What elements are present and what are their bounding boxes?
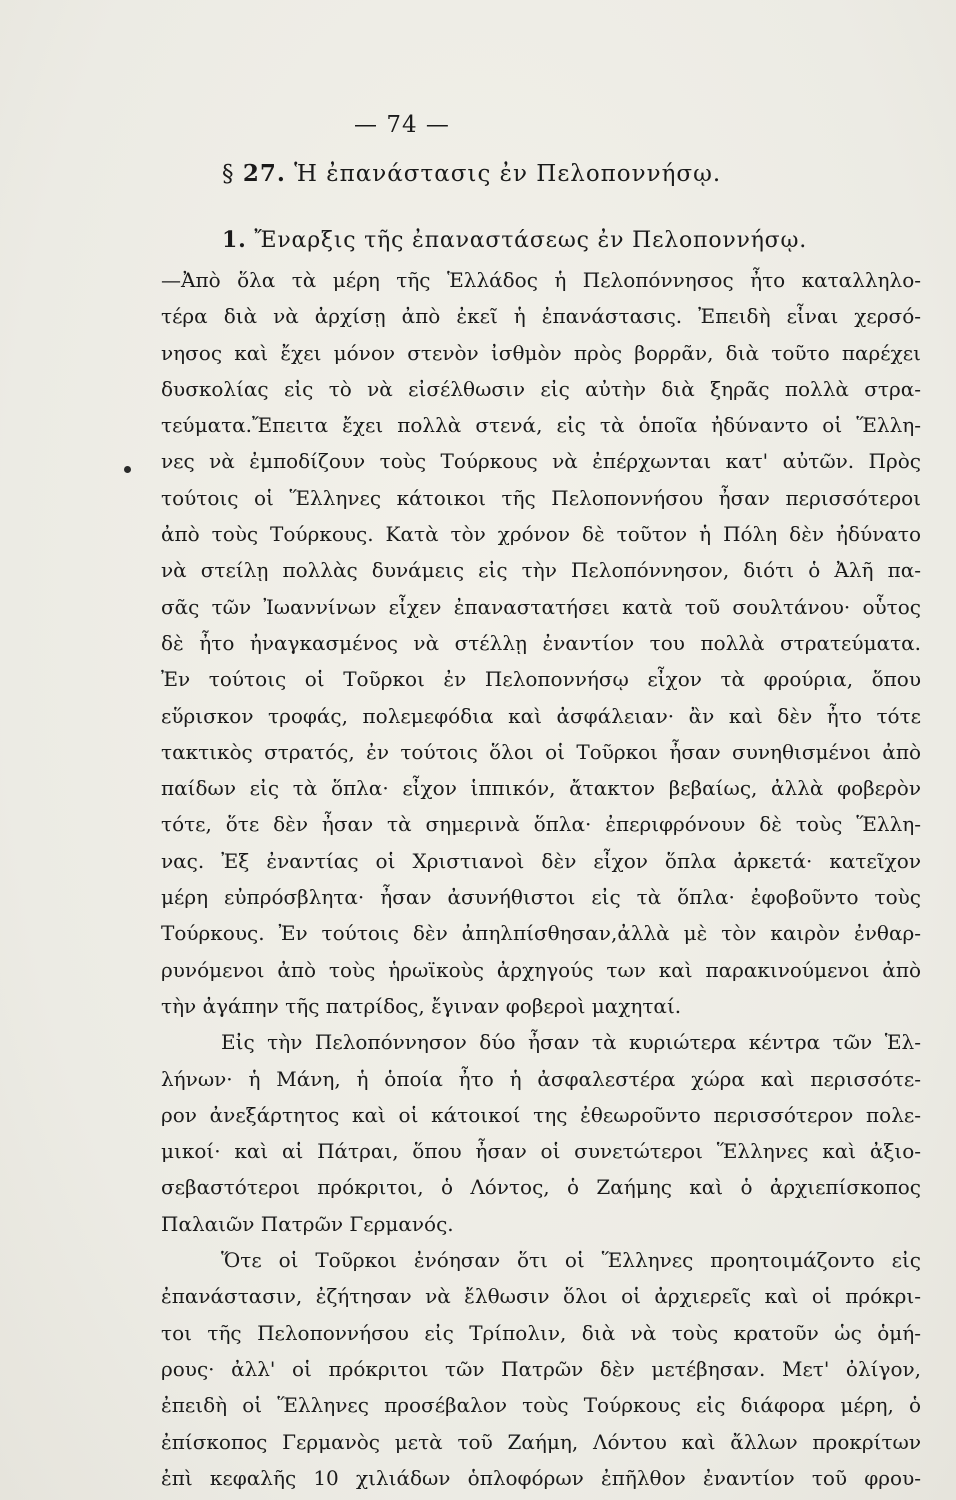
text-line: τὴν ἀγάπην τῆς πατρίδος, ἔγιναν φοβεροὶ μαχηταί. [161,993,682,1018]
text-line: δυσκολίας εἰς τὸ νὰ εἰσέλθωσιν εἰς αὐτὴν διὰ ξηρᾶς πολλὰ στρα- [161,376,921,401]
text-line: σεβαστότεροι πρόκριτοι, ὁ Λόντος, ὁ Ζαήμης καὶ ὁ ἀρχιεπίσκοπος [161,1175,921,1200]
text-line: εὕρισκον τροφάς, πολεμεφόδια καὶ ἀσφάλειαν· ἂν καὶ δὲν ἦτο τότε [161,703,921,728]
text-line: τεύματα.Ἔπειτα ἔχει πολλὰ στενά, εἰς τὰ ὁποῖα ἠδύναντο οἱ Ἕλλη- [161,413,921,438]
text-line: Ὅτε οἱ Τοῦρκοι ἐνόησαν ὅτι οἱ Ἕλληνες προητοιμάζοντο εἰς [221,1248,921,1273]
text-line: ἀπὸ τοὺς Τούρκους. Κατὰ τὸν χρόνον δὲ τοῦτον ἡ Πόλη δὲν ἠδύνατο [161,522,921,547]
text-line: νησος καὶ ἔχει μόνον στενὸν ἰσθμὸν πρὸς βορρᾶν, διὰ τοῦτο παρέχει [161,340,921,365]
text-line: ἐπανάστασιν, ἐζήτησαν νὰ ἔλθωσιν ὅλοι οἱ ἀρχιερεῖς καὶ οἱ πρόκρι- [161,1284,921,1309]
text-line: μικοί· καὶ αἱ Πάτραι, ὅπου ἦσαν οἱ συνετώτεροι Ἕλληνες καὶ ἀξιο- [161,1139,921,1164]
text-line: ρον ἀνεξάρτητος καὶ οἱ κάτοικοί της ἐθεωροῦντο περισσότερον πολε- [161,1102,921,1127]
margin-dot-mark [124,466,131,473]
text-line: ρυνόμενοι ἀπὸ τοὺς ἡρωϊκοὺς ἀρχηγούς των καὶ παρακινούμενοι ἀπὸ [161,957,921,982]
text-line: μέρη εὐπρόσβλητα· ἦσαν ἀσυνήθιστοι εἰς τὰ ὅπλα· ἐφοβοῦντο τοὺς [161,885,921,910]
text-line: ρους· ἀλλ' οἱ πρόκριτοι τῶν Πατρῶν δὲν μετέβησαν. Μετ' ὀλίγον, [161,1356,921,1381]
text-line: δὲ ἦτο ἠναγκασμένος νὰ στέλλῃ ἐναντίον του πολλὰ στρατεύματα. [161,630,921,655]
text-line: τοι τῆς Πελοποννήσου εἰς Τρίπολιν, διὰ νὰ τοὺς κρατοῦν ὡς ὁμή- [161,1320,921,1345]
text-line: ἐπειδὴ οἱ Ἕλληνες προσέβαλον τοὺς Τούρκους εἰς διάφορα μέρη, ὁ [161,1393,921,1418]
subsection-title: Ἔναρξις τῆς ἐπαναστάσεως ἐν Πελοποννήσῳ. [254,228,808,253]
text-line: νας. Ἐξ ἐναντίας οἱ Χριστιανοὶ δὲν εἶχον ὅπλα ἀρκετά· κατεῖχον [161,848,921,873]
text-line: ἐπὶ κεφαλῆς 10 χιλιάδων ὁπλοφόρων ἐπῆλθον ἐναντίον τοῦ φρου- [161,1465,921,1490]
text-line: νὰ στείλῃ πολλὰς δυνάμεις εἰς τὴν Πελοπόννησον, διότι ὁ Ἀλῆ πα- [161,558,921,583]
section-number: 27. [242,160,286,187]
text-line: τότε, ὅτε δὲν ἦσαν τὰ σημερινὰ ὅπλα· ἐπεριφρόνουν δὲ τοὺς Ἕλλη- [161,812,921,837]
text-line: σᾶς τῶν Ἰωαννίνων εἶχεν ἐπαναστατήσει κατὰ τοῦ σουλτάνου· οὗτος [161,594,921,619]
text-line: Τούρκους. Ἐν τούτοις δὲν ἀπηλπίσθησαν,ἀλλὰ μὲ τὸν καιρὸν ἐνθαρ- [161,921,921,946]
text-line: νες νὰ ἐμποδίζουν τοὺς Τούρκους νὰ ἐπέρχωνται κατ' αὐτῶν. Πρὸς [161,449,921,474]
section-heading [222,160,721,187]
page-number: — 74 — [354,112,450,138]
text-line: λήνων· ἡ Μάνη, ἡ ὁποία ἦτο ἡ ἀσφαλεστέρα χώρα καὶ περισσότε- [161,1066,921,1091]
text-line: τακτικὸς στρατός, ἐν τούτοις ὅλοι οἱ Τοῦρκοι ἦσαν συνηθισμένοι ἀπὸ [161,739,921,764]
section-symbol: § [222,161,235,187]
body-text [161,262,921,1496]
text-line: Ἐν τούτοις οἱ Τοῦρκοι ἐν Πελοποννήσῳ εἶχον τὰ φρούρια, ὅπου [161,667,921,692]
subsection-number: 1. [222,227,247,253]
text-line: παίδων εἰς τὰ ὅπλα· εἶχον ἱππικόν, ἄτακτον βεβαίως, ἀλλὰ φοβερὸν [161,776,921,801]
text-line: ἐπίσκοπος Γερμανὸς μετὰ τοῦ Ζαήμη, Λόντου καὶ ἄλλων προκρίτων [161,1429,921,1454]
text-line: —Ἀπὸ ὅλα τὰ μέρη τῆς Ἑλλάδος ἡ Πελοπόννησος ἦτο καταλληλο- [161,268,921,292]
text-line: Παλαιῶν Πατρῶν Γερμανός. [161,1211,454,1236]
text-line: τέρα διὰ νὰ ἀρχίσῃ ἀπὸ ἐκεῖ ἡ ἐπανάστασις. Ἐπειδὴ εἶναι χερσό- [161,304,921,329]
section-title: Ἡ ἐπανάστασις ἐν Πελοποννήσῳ. [294,161,722,187]
subsection-heading [222,227,807,253]
text-line: τούτοις οἱ Ἕλληνες κάτοικοι τῆς Πελοποννήσου ἦσαν περισσότεροι [161,485,921,510]
text-line: Εἰς τὴν Πελοπόννησον δύο ἦσαν τὰ κυριώτερα κέντρα τῶν Ἑλ- [221,1030,921,1055]
